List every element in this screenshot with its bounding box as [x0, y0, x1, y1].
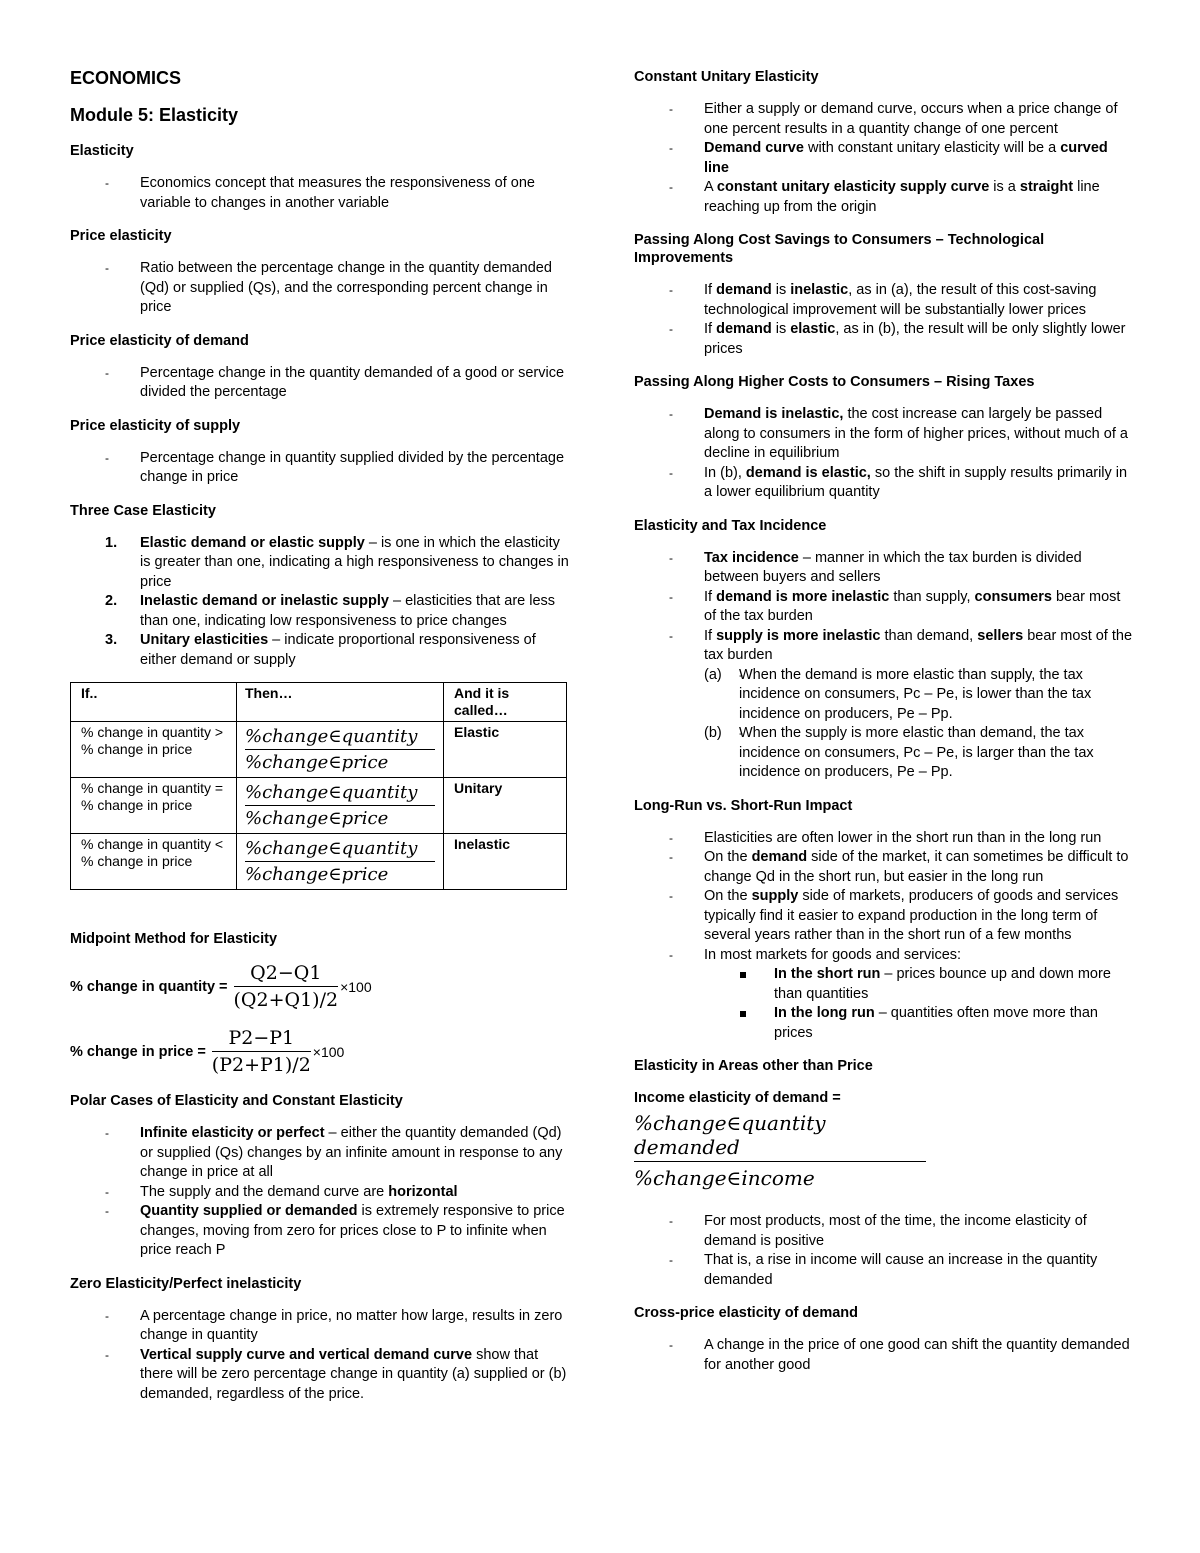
list-item: - Percentage change in the quantity demanded of a good or service divided the percentage	[70, 364, 570, 403]
income-elasticity-formula: %change∈quantity demanded %change∈income	[634, 1111, 926, 1190]
list-item: - That is, a rise in income will cause an increase in the quantity demanded	[634, 1251, 1134, 1290]
table-row	[71, 778, 567, 834]
list-item: - Percentage change in quantity supplied divided by the percentage change in price	[70, 449, 570, 488]
table-cell: Unitary	[444, 778, 567, 834]
table-cell: % change in quantity > % change in price	[71, 722, 237, 778]
table-header: If..	[71, 683, 237, 722]
list-item: - Tax incidence – manner in which the tax burden is divided between buyers and sellers	[634, 549, 1134, 588]
list-item: - (a) When the demand is more elastic than supply, the tax incidence on consumers, Pc – Pe, is lower than the tax incidence on producers, Pe – Pp.	[704, 666, 1134, 725]
list-item: - On the demand side of the market, it can sometimes be difficult to change Qd in the short run, but easier in the long run	[634, 848, 1134, 887]
list-ped	[70, 364, 570, 403]
heading-tax-incidence: Elasticity and Tax Incidence	[634, 517, 827, 534]
list-item: - Economics concept that measures the responsiveness of one variable to changes in another variable	[70, 174, 570, 213]
table-row	[71, 834, 567, 890]
table-header: Then…	[237, 683, 444, 722]
heading-long-short-run: Long-Run vs. Short-Run Impact	[634, 797, 853, 814]
heading-zero: Zero Elasticity/Perfect inelasticity	[70, 1275, 302, 1292]
list-item: - If demand is elastic, as in (b), the result will be only slightly lower prices	[634, 320, 1134, 359]
list-item: - If supply is more inelastic than demand, sellers bear most of the tax burden - (a) When the demand is more elastic than supply, the tax incidence on consumers, Pc – Pe, is lower than the tax incidence on producers, Pe – Pp. - (b) When the supply is more elastic than demand, the tax incidence on consumers, Pc – Pe, is larger than the tax incidence on producers, Pe – Pp.	[634, 627, 1134, 783]
list-tax-incidence	[634, 549, 1134, 783]
right-column	[634, 68, 1134, 1389]
heading-midpoint: Midpoint Method for Elasticity	[70, 931, 278, 947]
list-long-short-run	[634, 829, 1134, 1044]
list-item: - If demand is inelastic, as in (a), the result of this cost-saving technological improvement will be substantially lower prices	[634, 281, 1134, 320]
list-item: - A percentage change in price, no matter how large, results in zero change in quantity	[70, 1307, 570, 1346]
table-cell: Elastic	[444, 722, 567, 778]
heading-three-case: Three Case Elasticity	[70, 502, 216, 519]
list-cross-price	[634, 1336, 1134, 1375]
formula-quantity: % change in quantity = $\frac{Q2-Q1}{(Q2+Q1)/2}$ ×100	[70, 962, 372, 1011]
table-header-row	[71, 683, 567, 722]
table-cell: % change in quantity < % change in price	[71, 834, 237, 890]
formula-price: % change in price = $\frac{P2-P1}{(P2+P1)/2}$ ×100	[70, 1027, 345, 1076]
heading-constant-unitary: Constant Unitary Elasticity	[634, 69, 819, 85]
list-price-elasticity	[70, 259, 570, 318]
heading-cost-savings: Passing Along Cost Savings to Consumers – Technological Improvements	[634, 232, 1045, 266]
list-item: - The supply and the demand curve are horizontal	[70, 1183, 570, 1203]
heading-price-elasticity: Price elasticity	[70, 228, 172, 244]
heading-rising-taxes: Passing Along Higher Costs to Consumers – Rising Taxes	[634, 374, 1035, 390]
list-zero	[70, 1307, 570, 1405]
list-item: - (b) When the supply is more elastic than demand, the tax incidence on consumers, Pc – Pe, is larger than the tax incidence on producers, Pe – Pp.	[704, 724, 1134, 783]
list-item: - A change in the price of one good can shift the quantity demanded for another good	[634, 1336, 1134, 1375]
heading-ped: Price elasticity of demand	[70, 332, 249, 349]
heading-polar: Polar Cases of Elasticity and Constant Elasticity	[70, 1093, 403, 1109]
list-pes	[70, 449, 570, 488]
list-item: - Demand curve with constant unitary elasticity will be a curved line	[634, 139, 1134, 178]
list-item: - Infinite elasticity or perfect – either the quantity demanded (Qd) or supplied (Qs) changes by an infinite amount in response to any change in price at all	[70, 1124, 570, 1183]
table-formula: %change∈quantity %change∈price	[237, 722, 444, 778]
list-item: - In most markets for goods and services: In the short run – prices bounce up and down more than quantities In the long run – quantities often move more than prices	[634, 946, 1134, 1044]
list-elasticity	[70, 174, 570, 213]
list-item: - In (b), demand is elastic, so the shift in supply results primarily in a lower equilibrium quantity	[634, 464, 1134, 503]
elasticity-table	[70, 682, 567, 890]
heading-pes: Price elasticity of supply	[70, 417, 241, 434]
list-item: 2. Inelastic demand or inelastic supply – elasticities that are less than one, indicating low responsiveness to price changes	[105, 593, 556, 629]
list-three-case	[70, 534, 570, 671]
heading-income-elasticity: Income elasticity of demand =	[634, 1090, 841, 1106]
list-item: - If demand is more inelastic than supply, consumers bear most of the tax burden	[634, 588, 1134, 627]
list-item: - Ratio between the percentage change in the quantity demanded (Qd) or supplied (Qs), and the corresponding percent change in price	[70, 259, 570, 318]
list-item: - Quantity supplied or demanded is extremely responsive to price changes, moving from zero for prices close to P to infinite when price reach P	[70, 1202, 570, 1261]
table-formula: %change∈quantity %change∈price	[237, 778, 444, 834]
list-item: 1. Elastic demand or elastic supply – is one in which the elasticity is greater than one, indicating a high responsiveness to changes in price	[105, 534, 569, 590]
module-title: Module 5: Elasticity	[70, 105, 239, 125]
sublist-markets	[704, 965, 1134, 1043]
table-cell: Inelastic	[444, 834, 567, 890]
list-item: - A constant unitary elasticity supply curve is a straight line reaching up from the origin	[634, 178, 1134, 217]
sublist-tax	[704, 666, 1134, 783]
list-item: - Either a supply or demand curve, occurs when a price change of one percent results in a quantity change of one percent	[634, 100, 1134, 139]
heading-other-areas: Elasticity in Areas other than Price	[634, 1058, 873, 1074]
list-item: In the short run – prices bounce up and down more than quantities	[704, 965, 1134, 1004]
table-cell: % change in quantity = % change in price	[71, 778, 237, 834]
list-item: - On the supply side of markets, producers of goods and services typically find it easier to expand production in the long term of several years rather than in the short run of a few months	[634, 887, 1134, 946]
list-item: - Elasticities are often lower in the short run than in the long run	[634, 829, 1134, 849]
list-item: - For most products, most of the time, the income elasticity of demand is positive	[634, 1212, 1134, 1251]
list-item: - Demand is inelastic, the cost increase can largely be passed along to consumers in the form of higher prices, without much of a decline in equilibrium	[634, 405, 1134, 464]
heading-cross-price: Cross-price elasticity of demand	[634, 1305, 859, 1321]
heading-elasticity: Elasticity	[70, 143, 134, 159]
table-formula: %change∈quantity %change∈price	[237, 834, 444, 890]
document-title: ECONOMICS	[70, 68, 182, 88]
list-rising-taxes	[634, 405, 1134, 503]
table-row	[71, 722, 567, 778]
list-constant-unitary	[634, 100, 1134, 217]
table-header: And it is called…	[444, 683, 567, 722]
list-cost-savings	[634, 281, 1134, 359]
list-polar	[70, 1124, 570, 1261]
list-item: - Vertical supply curve and vertical demand curve show that there will be zero percentage change in quantity (a) supplied or (b) demanded, regardless of the price.	[70, 1346, 570, 1405]
list-item: In the long run – quantities often move more than prices	[704, 1004, 1134, 1043]
list-income	[634, 1212, 1134, 1290]
left-column	[70, 68, 570, 1418]
list-item: 3. Unitary elasticities – indicate proportional responsiveness of either demand or supply	[105, 632, 536, 668]
